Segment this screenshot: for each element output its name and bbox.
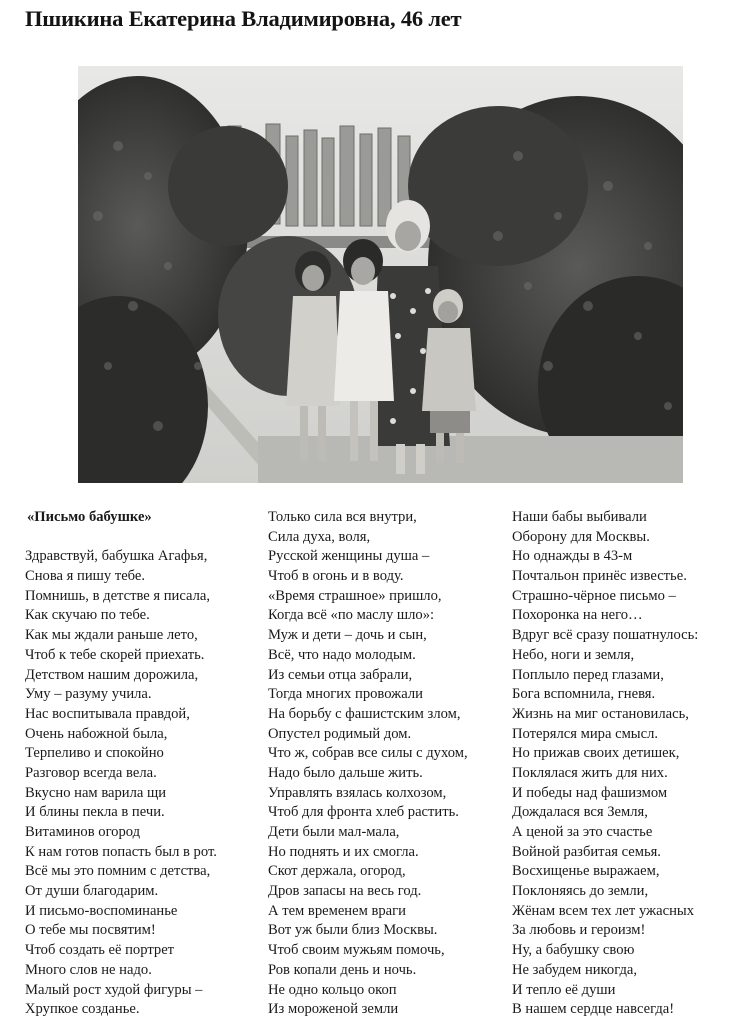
poem-line: Когда всё «по маслу шло»: <box>268 607 435 624</box>
poem-line: Почтальон принёс известье. <box>512 568 687 585</box>
poem-line: В нашем сердце навсегда! <box>512 1001 675 1018</box>
poem-line: Русской женщины душа – <box>268 548 430 565</box>
poem-line: Страшно-чёрное письмо – <box>512 587 676 604</box>
poem-line: Восхищенье выражаем, <box>512 863 660 880</box>
poem-column-2 <box>268 508 508 1020</box>
poem-line: Всё мы это помним с детства, <box>25 863 211 880</box>
poem-line: Много слов не надо. <box>25 961 152 978</box>
poem-line: Но поднять и их смогла. <box>268 843 419 860</box>
poem-line: Не забудем никогда, <box>512 961 638 978</box>
poem-line: Потерялся мира смысл. <box>512 725 659 742</box>
poem-line: Муж и дети – дочь и сын, <box>268 627 427 644</box>
poem-line: Не одно кольцо окоп <box>268 981 397 998</box>
poem-title: «Письмо бабушке» <box>27 509 152 525</box>
poem-line: А ценой за это счастье <box>512 824 653 840</box>
poem-line: Чтоб к тебе скорей приехать. <box>25 646 205 663</box>
poem-line: Ров копали день и ночь. <box>268 961 417 978</box>
poem-line: Небо, ноги и земля, <box>512 646 635 663</box>
poem-column-3 <box>512 508 747 1020</box>
poem-line: Помнишь, в детстве я писала, <box>25 587 211 604</box>
family-photo <box>78 66 683 483</box>
poem-line: Здравствуй, бабушка Агафья, <box>25 548 208 565</box>
poem-line: Ну, а бабушку свою <box>512 942 635 959</box>
poem-line: «Время страшное» пришло, <box>268 587 442 604</box>
poem-line: Сила духа, воля, <box>268 528 371 545</box>
poem-line: Только сила вся внутри, <box>268 509 417 525</box>
poem-line: Снова я пишу тебе. <box>25 568 146 585</box>
poem-line: Из семьи отца забрали, <box>268 666 413 683</box>
poem-line: К нам готов попасть был в рот. <box>25 843 217 860</box>
poem-line: На борьбу с фашистским злом, <box>268 705 461 722</box>
poem-line: Что ж, собрав все силы с духом, <box>268 745 468 762</box>
poem-line: Как скучаю по тебе. <box>25 607 150 624</box>
poem-line: Жизнь на миг остановилась, <box>512 705 689 722</box>
poem-line: Разговор всегда вела. <box>25 764 157 781</box>
poem-line: О тебе мы посвятим! <box>25 922 156 939</box>
poem-line: Оборону для Москвы. <box>512 528 650 545</box>
poem-line: Уму – разуму учила. <box>25 686 152 703</box>
poem-line: Чтоб своим мужьям помочь, <box>268 942 445 959</box>
poem-line: Управлять взялась колхозом, <box>268 784 447 801</box>
poem-line: Вкусно нам варила щи <box>25 784 167 801</box>
poem-line: Как мы ждали раньше лето, <box>25 627 198 644</box>
poem-line: Надо было дальше жить. <box>268 764 423 781</box>
poem-line: Всё, что надо молодым. <box>268 646 416 663</box>
poem-line: Вот уж были близ Москвы. <box>268 922 438 939</box>
poem-line: Очень набожной была, <box>25 725 168 742</box>
poem-line: От души благодарим. <box>25 883 159 900</box>
poem-line: Детством нашим дорожила, <box>25 666 199 683</box>
poem-line: Дождалася вся Земля, <box>512 804 648 821</box>
poem-line: Наши бабы выбивали <box>512 509 647 525</box>
poem-line: Скот держала, огород, <box>268 863 406 880</box>
poem-line: Чтоб в огонь и в воду. <box>268 568 404 585</box>
poem-line: Поклялася жить для них. <box>512 764 668 781</box>
poem-line: И блины пекла в печи. <box>25 804 165 821</box>
poem-column-1 <box>25 508 265 1020</box>
poem-line: Хрупкое созданье. <box>25 1001 140 1018</box>
poem-line: Дети были мал-мала, <box>268 824 400 840</box>
poem-line: И письмо-воспоминанье <box>25 902 178 919</box>
page-title: Пшикина Екатерина Владимировна, 46 лет <box>25 6 462 31</box>
poem-line: А тем временем враги <box>268 902 406 919</box>
poem-line: За любовь и героизм! <box>512 922 646 939</box>
poem-line: И тепло её души <box>512 981 616 998</box>
poem-line: Похоронка на него… <box>512 607 643 624</box>
poem-line: Чтоб для фронта хлеб растить. <box>268 804 459 821</box>
poem-line: Бога вспомнила, гневя. <box>512 686 656 703</box>
poem-line: Поклоняясь до земли, <box>512 883 649 900</box>
poem-line: Но однажды в 43-м <box>512 548 633 565</box>
poem-line: Но прижав своих детишек, <box>512 745 680 762</box>
poem-line: Терпеливо и спокойно <box>25 745 164 762</box>
poem-line: Дров запасы на весь год. <box>268 883 422 900</box>
poem-line: Нас воспитывала правдой, <box>25 705 190 722</box>
poem-line: Из мороженой земли <box>268 1001 399 1018</box>
poem-line: Жёнам всем тех лет ужасных <box>512 902 694 919</box>
poem-line: Войной разбитая семья. <box>512 843 661 860</box>
poem-line: Вдруг всё сразу пошатнулось: <box>512 627 699 644</box>
poem-line: Малый рост худой фигуры – <box>25 981 203 998</box>
poem-line: Поплыло перед глазами, <box>512 666 664 683</box>
poem-line: Тогда многих провожали <box>268 686 423 703</box>
poem-line: Витаминов огород <box>25 824 141 840</box>
stanza-spacer <box>25 528 265 548</box>
poem-line: Чтоб создать её портрет <box>25 942 175 959</box>
family-photo-image <box>78 66 683 483</box>
poem-line: Опустел родимый дом. <box>268 725 412 742</box>
poem-line: И победы над фашизмом <box>512 784 668 801</box>
